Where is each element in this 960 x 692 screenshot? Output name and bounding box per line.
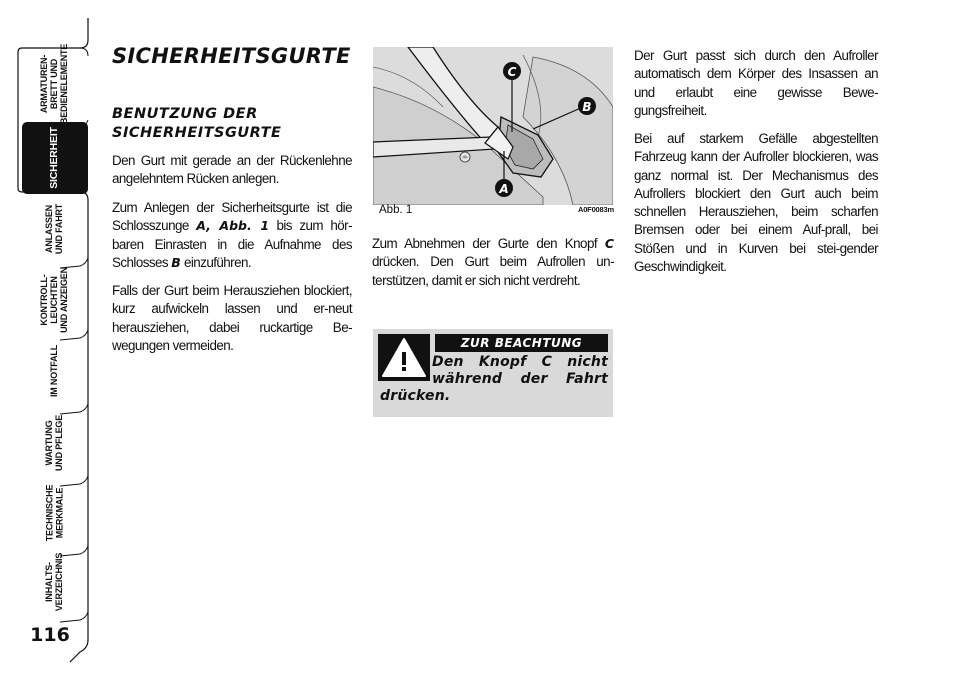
seatbelt-illustration — [373, 47, 613, 205]
tab-wartung[interactable] — [20, 408, 88, 478]
tab-sicherheit[interactable] — [20, 122, 88, 194]
reference-label: C — [604, 236, 614, 251]
tab-inhaltsverzeichnis[interactable] — [20, 548, 88, 616]
tab-label: TECHNISCHE MERKMALE — [43, 484, 64, 542]
tab-label: IM NOTFALL — [49, 345, 59, 397]
paragraph: Der Gurt passt sich durch den Aufroller automatisch dem Körper des Insassen an und erlaubt eine gewisse Bewe-gungsfreiheit. — [634, 48, 878, 118]
paragraph: Den Gurt mit gerade an der Rückenlehne angelehntem Rücken anlegen. — [112, 153, 352, 187]
tab-label: INHALTS- VERZEICHNIS — [44, 552, 64, 612]
callout-b: B — [582, 100, 592, 114]
warning-box — [373, 329, 613, 417]
warning-banner: ZUR BEACHTUNG — [435, 334, 608, 352]
section-heading: BENUTZUNG DER SICHERHEITSGURTE — [112, 106, 282, 141]
paragraph: Bei auf starkem Gefälle abgestellten Fahrzeug kann der Aufroller blockieren, was ganz normal ist. Der Mechanismus des Aufrollers blockiert den Gurt auch beim schnellen Herausziehen, beim scharfen Bremsen oder bei einem Auf-prall, bei Stößen und in Kurven bei stei-gender Geschwindigkeit. — [634, 131, 878, 275]
tab-label: WARTUNG UND PFLEGE — [43, 414, 64, 472]
callout-a: A — [499, 182, 509, 196]
tab-anlassen[interactable] — [20, 196, 88, 262]
tab-label: SICHERHEIT — [48, 127, 60, 189]
reference-label: B — [171, 254, 181, 270]
figure-caption: Abb. 1 — [379, 204, 413, 216]
reference-label: A, Abb. 1 — [196, 218, 270, 234]
paragraph: Zum Abnehmen der Gurte den Knopf C drücken. Den Gurt beim Aufrollen un-terstützen, damit er sich nicht verdreht. — [372, 236, 614, 288]
tab-label: ANLASSEN UND FAHRT — [43, 203, 64, 255]
tab-armaturenbrett[interactable] — [20, 43, 88, 125]
tab-im-notfall[interactable] — [20, 336, 88, 406]
tab-kontrollleuchten[interactable] — [20, 264, 88, 336]
chapter-tab-rail — [0, 0, 100, 692]
figure-code: A0F0083m — [578, 205, 614, 214]
warning-text: Den Knopf C nicht während der Fahrt drücken. — [380, 354, 608, 404]
tab-label: ARMATUREN- BRETT UND BEDIENELEMENTE — [39, 43, 69, 125]
page-number: 116 — [30, 624, 70, 646]
paragraph: Falls der Gurt beim Herausziehen blockiert, kurz aufwickeln lassen und er-neut herausziehen, dabei ruckartige Be-wegungen vermeiden. — [112, 283, 352, 353]
tab-technische-merkmale[interactable] — [20, 478, 88, 548]
page-title: SICHERHEITSGURTE — [112, 44, 351, 68]
tab-label: KONTROLL- LEUCHTEN UND ANZEIGEN — [39, 267, 69, 333]
paragraph: Zum Anlegen der Sicherheitsgurte ist die Schlosszunge A, Abb. 1 bis zum hör-baren Einrasten in die Aufnahme des Schlosses B einzuführen. — [112, 200, 352, 270]
callout-c: C — [507, 65, 517, 79]
